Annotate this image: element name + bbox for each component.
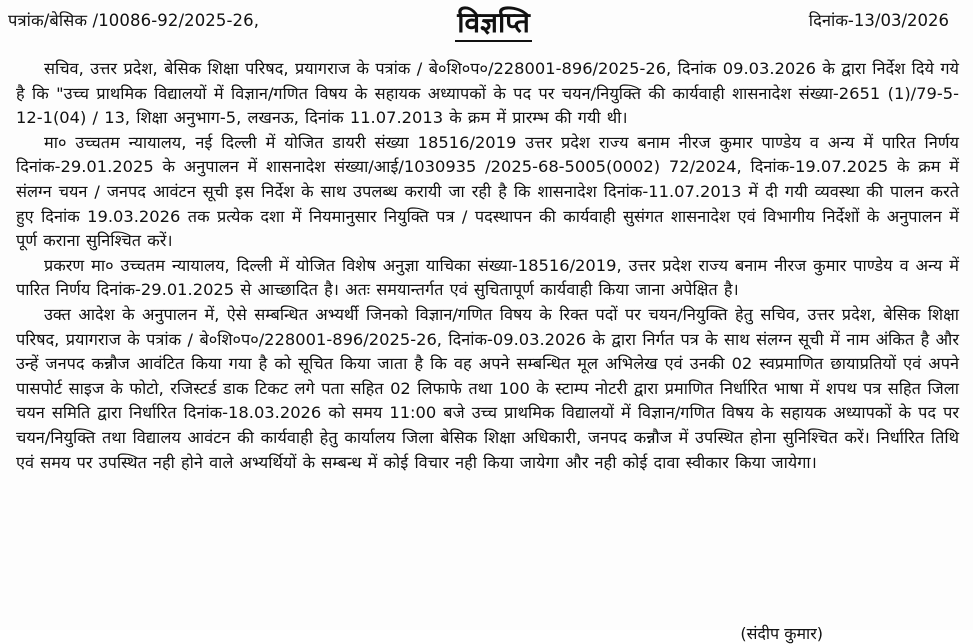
notice-body: [16, 57, 959, 475]
reference-number: पत्रांक/बेसिक /10086-92/2025-26,: [8, 11, 260, 30]
notice-title: विज्ञप्ति: [455, 6, 532, 42]
paragraph-3: प्रकरण मा० उच्चतम न्यायालय, दिल्ली में योजित विशेष अनुज्ञा याचिका संख्या-18516/2019, उत्तर प्रदेश राज्य बनाम नीरज कुमार पाण्डेय व अन्य में पारित निर्णय दिनांक-29.01.2025 से आच्छादित है। अतः समयान्तर्गत एवं सुचितापूर्ण कार्यवाही किया जाना अपेक्षित है।: [16, 255, 959, 300]
paragraph-1: सचिव, उत्तर प्रदेश, बेसिक शिक्षा परिषद, प्रयागराज के पत्रांक / बे०शि०प०/228001-896/2025-26, दिनांक 09.03.2026 के द्वारा निर्देश दिये गये है कि "उच्च प्राथमिक विद्यालयों में विज्ञान/गणित विषय के सहायक अध्यापकों के पद पर चयन/नियुक्ति की कार्यवाही शासनादेश संख्या-2651 (1)/79-5-12-1(04) / 13, शिक्षा अनुभाग-5, लखनऊ, दिनांक 11.07.2013 के क्रम में प्रारम्भ की गयी थी।: [16, 59, 959, 128]
paragraph-4: उक्त आदेश के अनुपालन में, ऐसे सम्बन्धित अभ्यर्थी जिनको विज्ञान/गणित विषय के रिक्त पदों पर चयन/नियुक्ति हेतु सचिव, उत्तर प्रदेश, बेसिक शिक्षा परिषद, प्रयागराज के पत्रांक / बे०शि०प०/228001-896/2025-26, दिनांक-09.03.2026 के द्वारा निर्गत पत्र के साथ संलग्न सूची में नाम अंकित है और उन्हें जनपद कन्नौज आवंटित किया गया है को सूचित किया जाता है कि वह अपने सम्बन्धित मूल अभिलेख एवं उनकी 02 स्वप्रमाणित छायाप्रतियों एवं अपने पासपोर्ट साइज के फोटो, रजिस्टर्ड डाक टिकट लगे पता सहित 02 लिफाफे तथा 100 के स्टाम्प नोटरी द्वारा प्रमाणित निर्धारित भाषा में शपथ पत्र सहित जिला चयन समिति द्वारा निर्धारित दिनांक-18.03.2026 को समय 11:00 बजे उच्च प्राथमिक विद्यालयों में विज्ञान/गणित विषय के सहायक अध्यापकों के पद पर चयन/नियुक्ति तथा विद्यालय आवंटन की कार्यवाही हेतु कार्यालय जिला बेसिक शिक्षा अधिकारी, जनपद कन्नौज में उपस्थित होना सुनिश्चित करें। निर्धारित तिथि एवं समय पर उपस्थित नही होने वाले अभ्यर्थियों के सम्बन्ध में कोई विचार नही किया जायेगा और नही कोई दावा स्वीकार किया जायेगा।: [16, 304, 959, 472]
paragraph-2: मा० उच्चतम न्यायालय, नई दिल्ली में योजित डायरी संख्या 18516/2019 उत्तर प्रदेश राज्य बनाम नीरज कुमार पाण्डेय व अन्य में पारित निर्णय दिनांक-29.01.2025 के अनुपालन में शासनादेश संख्या/आई/1030935 /2025-68-5005(0002) 72/2024, दिनांक-19.07.2025 के क्रम में संलग्न चयन / जनपद आवंटन सूची इस निर्देश के साथ उपलब्ध करायी जा रही है कि शासनादेश दिनांक-11.07.2013 में दी गयी व्यवस्था की पालन करते हुए दिनांक 19.03.2026 तक प्रत्येक दशा में नियमानुसार नियुक्ति पत्र / पदस्थापन की कार्यवाही सुसंगत शासनादेश एवं विभागीय निर्देशों के अनुपालन में पूर्ण कराना सुनिश्चित करें।: [16, 132, 959, 251]
notice-date: दिनांक-13/03/2026: [808, 11, 949, 30]
signature: (संदीप कुमार): [740, 624, 823, 643]
